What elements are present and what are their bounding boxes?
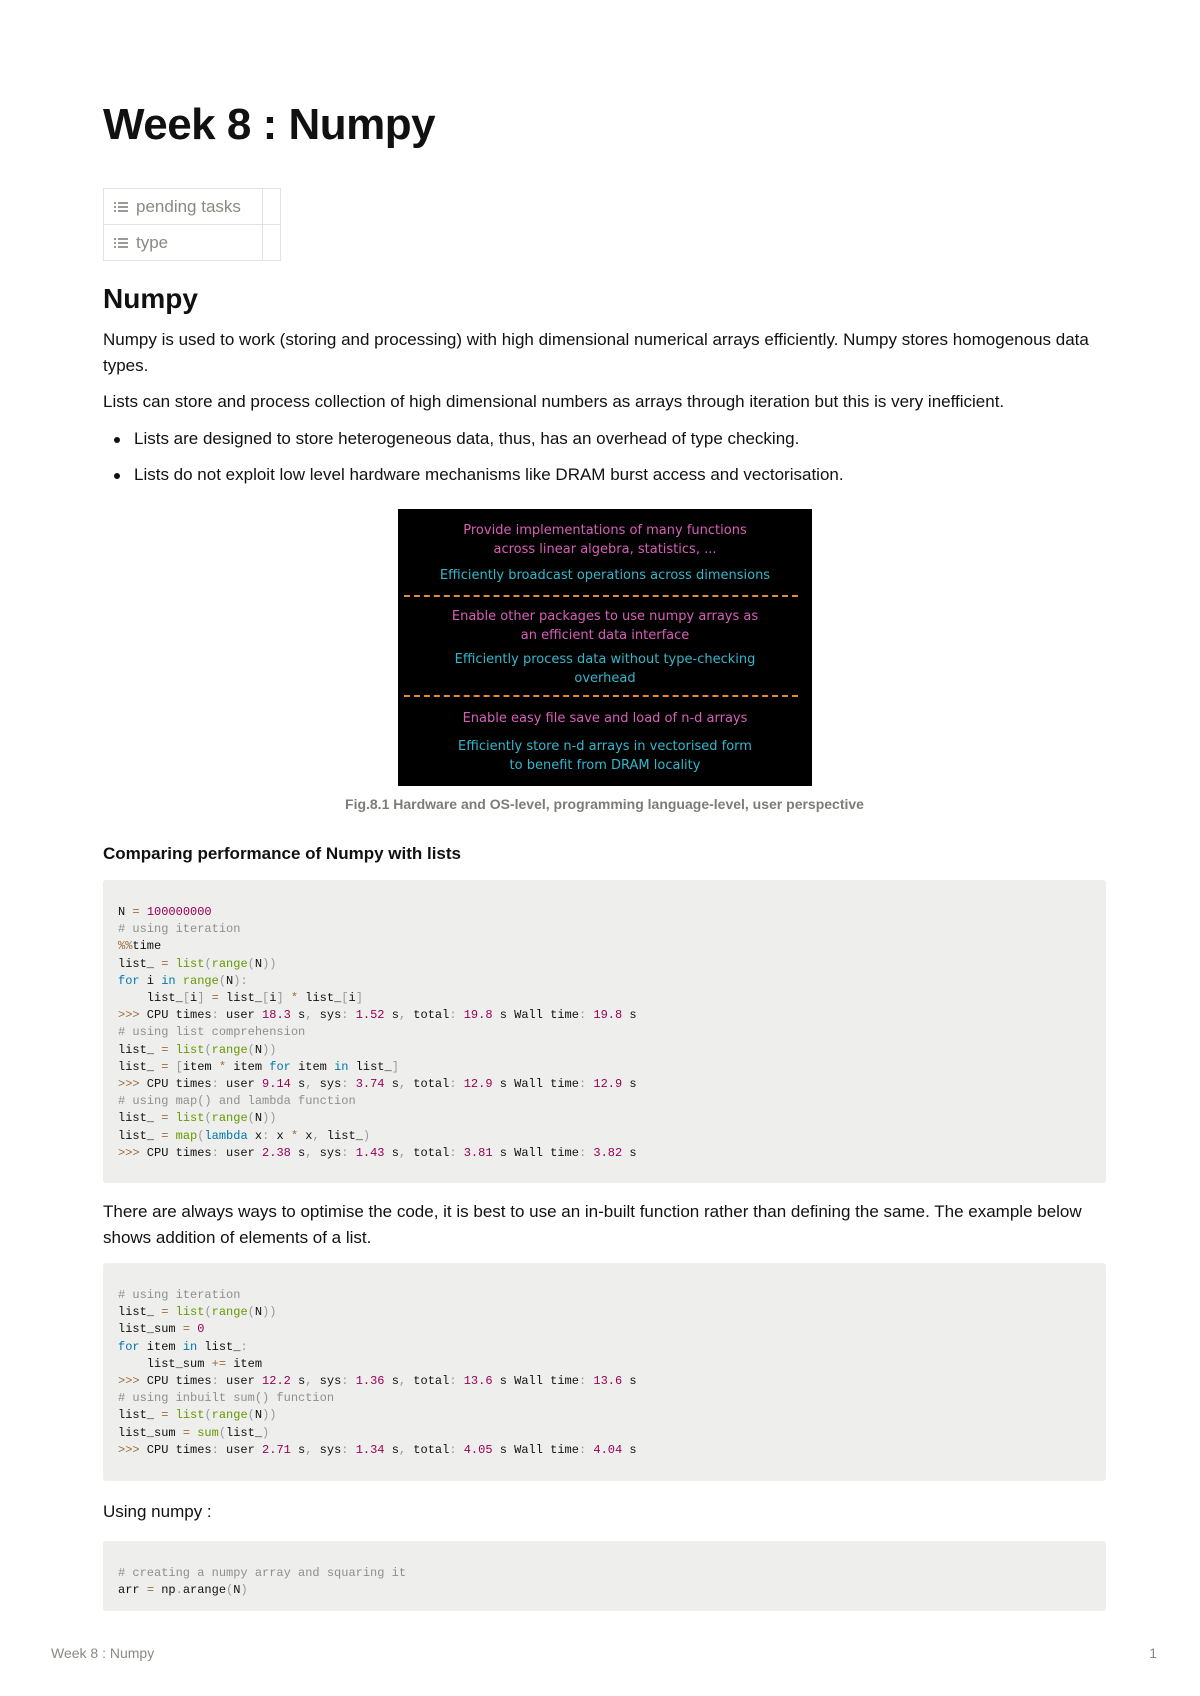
property-label: type (136, 232, 169, 252)
property-pending-tasks[interactable] (104, 189, 280, 225)
code-block[interactable]: # creating a numpy array and squaring it arr = np.arange(N) (103, 1541, 1106, 1611)
section-heading: Numpy (103, 283, 198, 314)
page-number: 1 (1149, 1645, 1157, 1661)
footer-title: Week 8 : Numpy (51, 1645, 155, 1661)
subheading: Comparing performance of Numpy with lists (103, 844, 461, 863)
figure-text: Efficiently broadcast operations across dimensions (439, 568, 771, 583)
figure-text: Enable easy file save and load of n-d arrays (462, 711, 748, 726)
figure-text: across linear algebra, statistics, ... (493, 542, 717, 557)
paragraph: There are always ways to optimise the code, it is best to use an in-built function rather than defining the same. The example below shows addition of elements of a list. (103, 1202, 1082, 1247)
list-item: Lists do not exploit low level hardware mechanisms like DRAM burst access and vectorisation. (103, 462, 1106, 488)
figure-divider (404, 695, 798, 697)
figure-text: Enable other packages to use numpy arrays as (451, 609, 759, 624)
figure-divider (404, 595, 798, 597)
paragraph: Using numpy : (103, 1502, 212, 1521)
paragraph: Numpy is used to work (storing and processing) with high dimensional numerical arrays efficiently. Numpy stores homogenous data types. (103, 330, 1089, 375)
figure-text: Provide implementations of many functions (463, 523, 747, 538)
property-label: pending tasks (136, 196, 241, 216)
list-icon (114, 201, 128, 213)
figure-caption: Fig.8.1 Hardware and OS-level, programming language-level, user perspective (345, 796, 864, 812)
code-block[interactable]: # using iteration list_ = list(range(N)) list_sum = 0 for item in list_: list_sum += item >>> CPU times: user 12.2 s, sys: 1.36 s, total: 13.6 s Wall time: 13.6 s # using inbuilt sum() function list_ = list(range(N)) list_sum = sum(list_) >>> CPU times: user 2.71 s, sys: 1.34 s, total: 4.05 s Wall time: 4.04 s (103, 1263, 1106, 1481)
property-type[interactable] (104, 225, 280, 260)
list-item: Lists are designed to store heterogeneous data, thus, has an overhead of type checking. (103, 426, 1106, 452)
properties-table (103, 188, 281, 261)
figure-text: to benefit from DRAM locality (509, 758, 701, 773)
paragraph: Lists can store and process collection of high dimensional numbers as arrays through iteration but this is very inefficient. (103, 392, 1005, 411)
figure-text: overhead (574, 671, 636, 686)
bullet-list (103, 426, 1106, 498)
figure-text: Efficiently process data without type-checking (454, 652, 756, 667)
code-block[interactable]: N = 100000000 # using iteration %%time list_ = list(range(N)) for i in range(N): list_[i] = list_[i] * list_[i] >>> CPU times: user 18.3 s, sys: 1.52 s, total: 19.8 s Wall time: 19.8 s # using list comprehension list_ = list(range(N)) list_ = [item * item for item in list_] >>> CPU times: user 9.14 s, sys: 3.74 s, total: 12.9 s Wall time: 12.9 s # using map() and lambda function list_ = list(range(N)) list_ = map(lambda x: x * x, list_) >>> CPU times: user 2.38 s, sys: 1.43 s, total: 3.81 s Wall time: 3.82 s (103, 880, 1106, 1183)
list-icon (114, 237, 128, 249)
figure-text: an efficient data interface (520, 628, 690, 643)
page-title: Week 8 : Numpy (103, 100, 436, 149)
figure-text: Efficiently store n-d arrays in vectorised form (458, 739, 752, 754)
figure-image (398, 509, 812, 786)
